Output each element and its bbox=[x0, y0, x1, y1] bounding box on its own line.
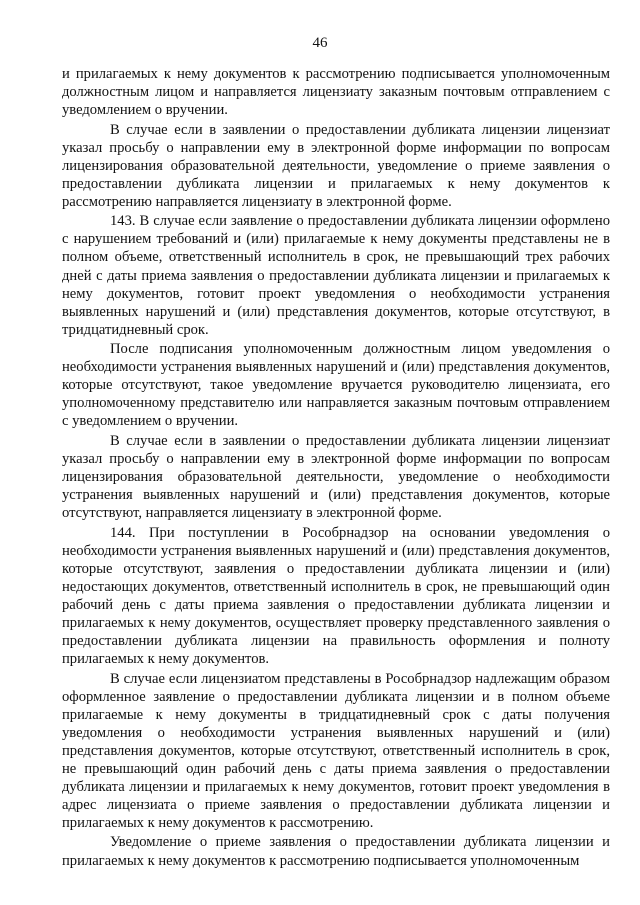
paragraph-continuation: и прилагаемых к нему документов к рассмотрению подписывается уполномоченным должностным лицом и направляется лицензиату заказным почтовым отправлением с уведомлением о вручении. bbox=[62, 66, 610, 119]
paragraph-143: 143. В случае если заявление о предоставлении дубликата лицензии оформлено с нарушением требований и (или) прилагаемые к нему документы представлены не в полном объеме, ответственный исполнитель в срок, не превышающий трех рабочих дней с даты приема заявления о предоставлении дубликата лицензии и прилагаемых к нему документов, готовит проект уведомления о необходимости устранения выявленных нарушений и (или) представления документов, которые отсутствуют, в тридцатидневный срок. bbox=[62, 213, 610, 338]
paragraph-cut-off: Уведомление о приеме заявления о предоставлении дубликата лицензии и прилагаемых к нему документов к рассмотрению подписывается уполномоченным bbox=[62, 834, 610, 869]
paragraph: В случае если в заявлении о предоставлении дубликата лицензии лицензиат указал просьбу о направлении ему в электронной форме информации по вопросам лицензирования образовательной деятельности, уведомление о приеме заявления о предоставлении дубликата лицензии и прилагаемых к нему документов к рассмотрению направляется лицензиату в электронной форме. bbox=[62, 121, 610, 210]
document-body bbox=[62, 65, 610, 870]
paragraph: В случае если в заявлении о предоставлении дубликата лицензии лицензиат указал просьбу о направлении ему в электронной форме информации по вопросам лицензирования образовательной деятельности, уведомление о необходимости устранения выявленных нарушений и (или) представления документов, которые отсутствуют, направляется лицензиату в электронной форме. bbox=[62, 432, 610, 522]
page-number: 46 bbox=[312, 35, 328, 51]
paragraph-144: 144. При поступлении в Рособрнадзор на основании уведомления о необходимости устранения выявленных нарушений и (или) представления документов, которые отсутствуют, заявления о предоставлении дубликата лицензии и (или) недостающих документов, ответственный исполнитель в срок, не превышающий один рабочий день с даты приема заявления о предоставлении дубликата лицензии и прилагаемых к нему документов, осуществляет проверку представленного заявления о предоставлении дубликата лицензии на правильность оформления и полноту прилагаемых к нему документов. bbox=[62, 524, 610, 667]
paragraph: В случае если лицензиатом представлены в Рособрнадзор надлежащим образом оформленное заявление о предоставлении дубликата лицензии и в полном объеме прилагаемые к нему документы в тридцатидневный срок с даты получения уведомления о необходимости устранения выявленных нарушений и (или) представления документов, которые отсутствуют, ответственный исполнитель в срок, не превышающий один рабочий день с даты приема заявления о предоставлении дубликата лицензии и прилагаемых к нему документов, готовит проект уведомления в адрес лицензиата о приеме заявления о предоставлении дубликата лицензии и прилагаемых к нему документов к рассмотрению. bbox=[62, 670, 610, 831]
paragraph: После подписания уполномоченным должностным лицом уведомления о необходимости устранения выявленных нарушений и (или) представления документов, которые отсутствуют, такое уведомление вручается руководителю лицензиата, его уполномоченному представителю или направляется заказным почтовым отправлением с уведомлением о вручении. bbox=[62, 341, 610, 430]
